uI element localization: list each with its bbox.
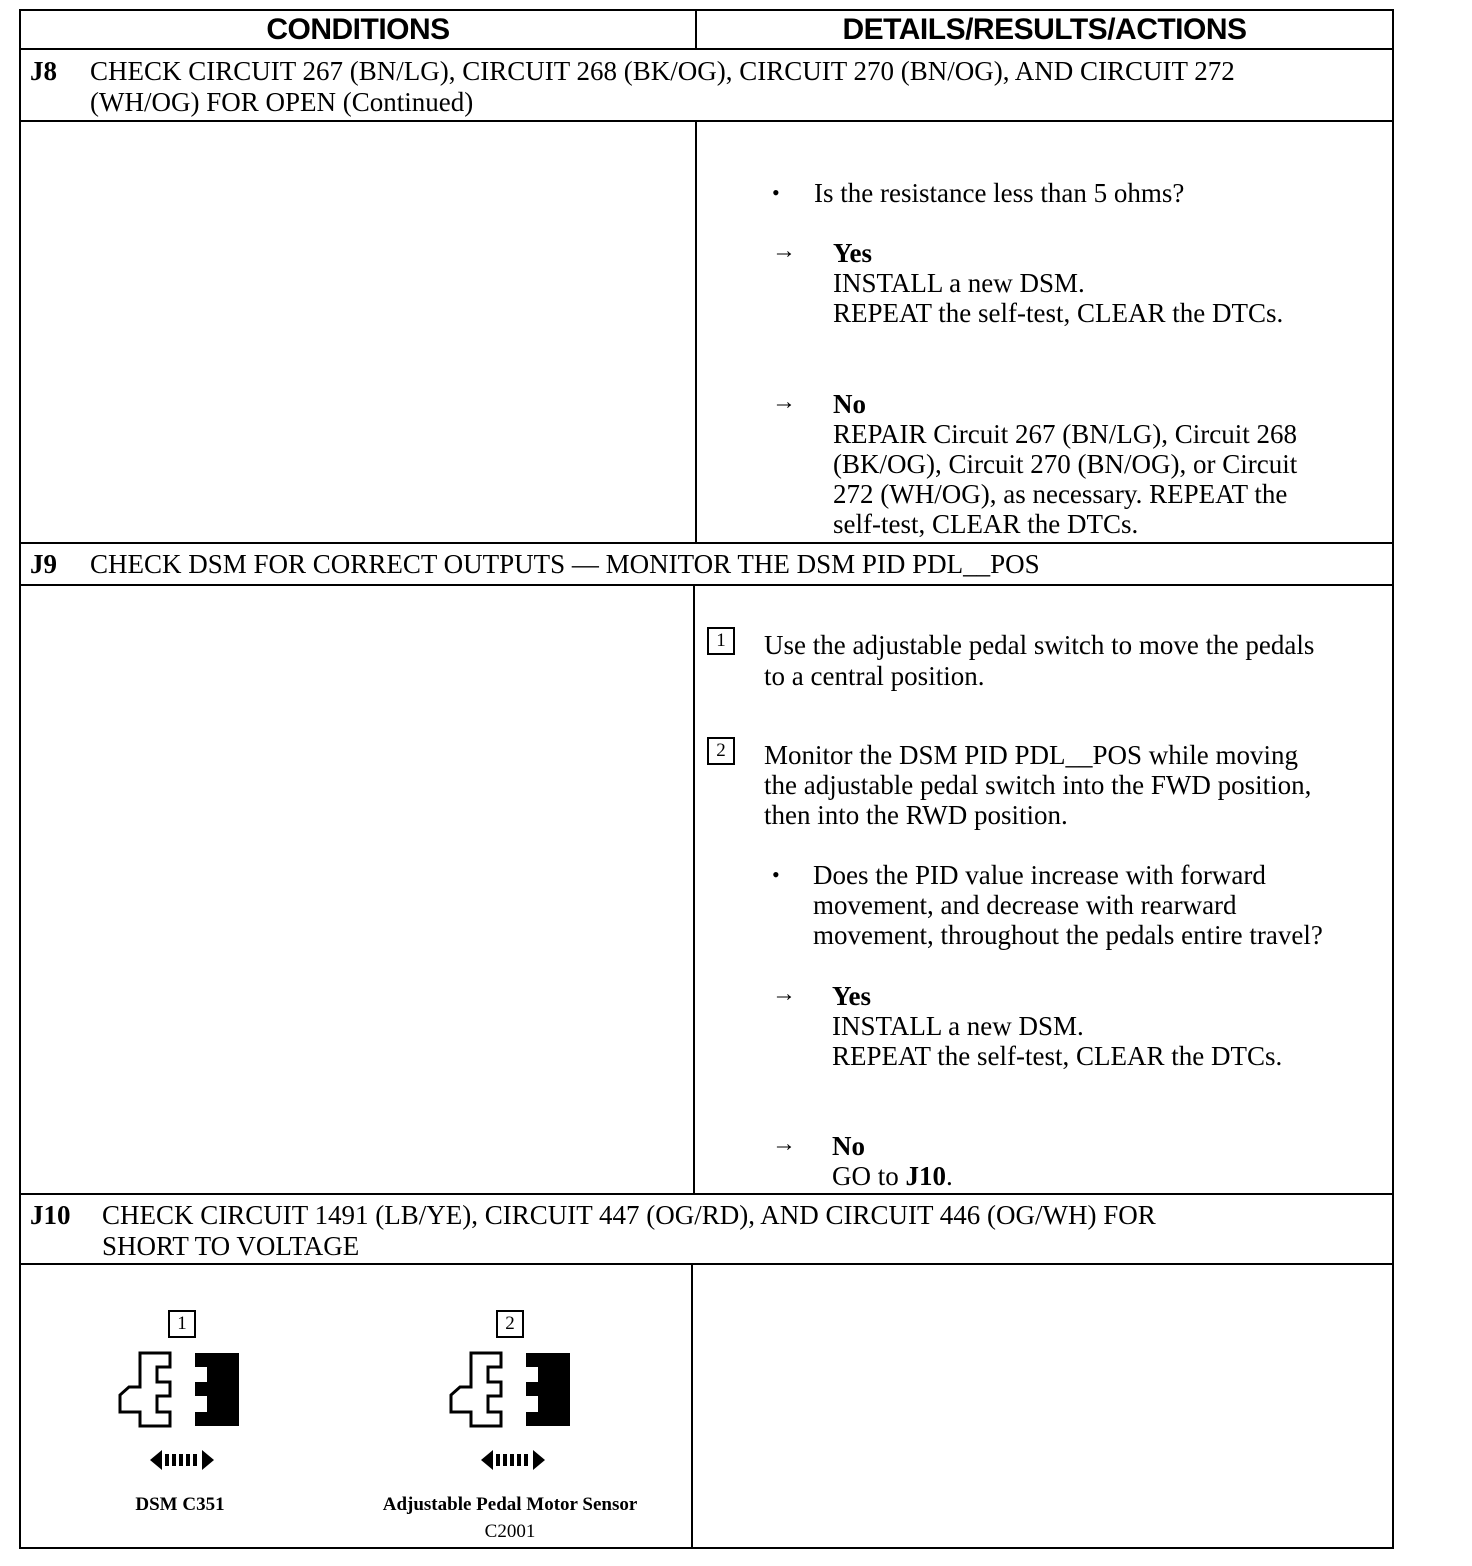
header-rule xyxy=(19,48,1394,50)
j9-question-line2: movement, and decrease with rearward xyxy=(813,890,1237,920)
j9-question-line1: Does the PID value increase with forward xyxy=(813,860,1266,890)
j8-no-line2: (BK/OG), Circuit 270 (BN/OG), or Circuit xyxy=(833,449,1298,479)
connector-half-solid xyxy=(195,1353,239,1426)
j8-title-line1: CHECK CIRCUIT 267 (BN/LG), CIRCUIT 268 (BK/OG), CIRCUIT 270 (BN/OG), AND CIRCUIT 272 xyxy=(90,56,1235,86)
j9-no-goto: GO to xyxy=(832,1161,906,1191)
j8-no-line4: self-test, CLEAR the DTCs. xyxy=(833,509,1139,539)
j10-step-id: J10 xyxy=(30,1200,71,1230)
j9-step2-line1: Monitor the DSM PID PDL__POS while moving xyxy=(764,740,1299,770)
arrow-left-icon xyxy=(150,1450,162,1470)
arrow-right-icon: → xyxy=(772,389,796,415)
connector-half-solid xyxy=(526,1353,570,1426)
arrow-right-icon xyxy=(533,1450,545,1470)
j9-no-action xyxy=(832,1161,953,1191)
arrow-right-icon xyxy=(202,1450,214,1470)
j8-question: Is the resistance less than 5 ohms? xyxy=(814,178,1185,208)
j9-no-label: No xyxy=(832,1131,865,1161)
j8-title-line2: (WH/OG) FOR OPEN (Continued) xyxy=(90,87,474,117)
j8-title-rule xyxy=(19,120,1394,122)
column-divider-j10 xyxy=(691,1263,693,1549)
j9-yes-line1: INSTALL a new DSM. xyxy=(832,1011,1084,1041)
j10-title-line1: CHECK CIRCUIT 1491 (LB/YE), CIRCUIT 447 (OG/RD), AND CIRCUIT 446 (OG/WH) FOR xyxy=(102,1200,1156,1230)
fig1-caption: DSM C351 xyxy=(135,1494,225,1515)
figure-number-box: 1 xyxy=(168,1310,196,1338)
j10-top-rule xyxy=(19,1193,1394,1195)
j8-no-line3: 272 (WH/OG), as necessary. REPEAT the xyxy=(833,479,1288,509)
step-number-box: 2 xyxy=(707,737,735,765)
j9-question-line3: movement, throughout the pedals entire travel? xyxy=(813,920,1323,950)
j8-yes-line1: INSTALL a new DSM. xyxy=(833,268,1085,298)
j10-title-line2: SHORT TO VOLTAGE xyxy=(102,1231,360,1261)
connector-half-open xyxy=(120,1353,170,1426)
j10-title-rule xyxy=(19,1263,1394,1265)
step-number-box: 1 xyxy=(707,627,735,655)
j9-yes-line2: REPEAT the self-test, CLEAR the DTCs. xyxy=(832,1041,1283,1071)
j8-no-label: No xyxy=(833,389,866,419)
j9-step2-line2: the adjustable pedal switch into the FWD position, xyxy=(764,770,1312,800)
j9-title: CHECK DSM FOR CORRECT OUTPUTS — MONITOR THE DSM PID PDL__POS xyxy=(90,549,1040,579)
j9-yes-label: Yes xyxy=(832,981,871,1011)
arrow-right-icon: → xyxy=(772,238,796,264)
arrow-left-icon xyxy=(481,1450,493,1470)
connector-icon xyxy=(115,1350,245,1480)
column-divider-j9 xyxy=(693,584,695,1195)
j9-top-rule xyxy=(19,542,1394,544)
j8-yes-line2: REPEAT the self-test, CLEAR the DTCs. xyxy=(833,298,1284,328)
figure-number-box: 2 xyxy=(496,1310,524,1338)
connector-icon xyxy=(446,1350,576,1480)
arrow-right-icon: → xyxy=(772,1131,796,1157)
j9-title-rule xyxy=(19,584,1394,586)
fig2-caption-line2: C2001 xyxy=(484,1521,536,1542)
connector-half-open xyxy=(451,1353,501,1426)
j9-step-id: J9 xyxy=(30,549,57,579)
j9-no-period: . xyxy=(946,1161,953,1191)
arrow-right-icon: → xyxy=(772,981,796,1007)
column-divider-j8 xyxy=(695,120,697,544)
fig2-caption-line1: Adjustable Pedal Motor Sensor xyxy=(382,1494,638,1515)
bullet-icon: • xyxy=(772,862,780,887)
j8-yes-label: Yes xyxy=(833,238,872,268)
j8-no-line1: REPAIR Circuit 267 (BN/LG), Circuit 268 xyxy=(833,419,1297,449)
j8-step-id: J8 xyxy=(30,56,57,86)
j9-step1-line2: to a central position. xyxy=(764,661,985,691)
details-header: DETAILS/RESULTS/ACTIONS xyxy=(842,13,1247,46)
conditions-header: CONDITIONS xyxy=(266,13,450,46)
bullet-icon: • xyxy=(772,180,780,205)
j9-step1-line1: Use the adjustable pedal switch to move the pedals xyxy=(764,630,1315,660)
j9-step2-line3: then into the RWD position. xyxy=(764,800,1068,830)
j9-no-target: J10 xyxy=(905,1161,946,1191)
